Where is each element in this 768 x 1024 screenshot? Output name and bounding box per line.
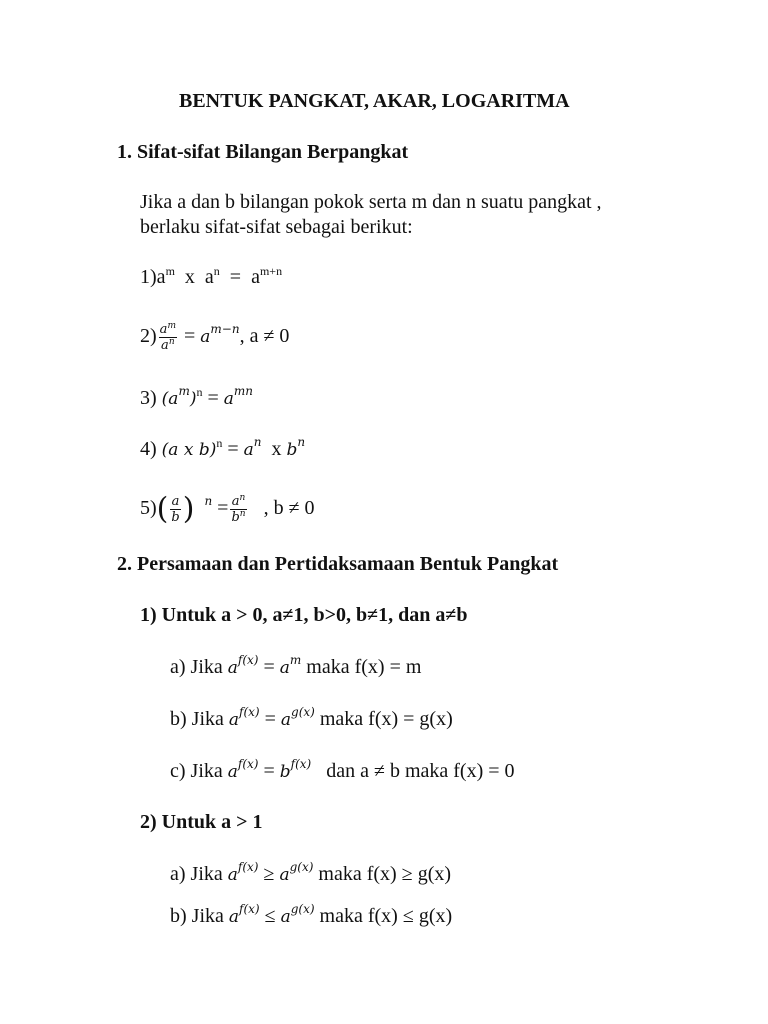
item-rhs: b — [279, 762, 291, 782]
fraction-denominator: $b^n$ — [231, 509, 246, 525]
rule-exponent: m — [165, 264, 175, 278]
item-rhs-exponent: m — [289, 653, 302, 667]
equals-sign: = — [217, 497, 229, 520]
rule-number: 2) — [140, 325, 157, 348]
item-rhs: a — [280, 907, 291, 927]
case1-item-a — [170, 655, 421, 680]
item-rhs-exponent: g(x) — [291, 705, 315, 719]
rule-1 — [140, 265, 282, 289]
rule-outer-exponent: n — [216, 436, 223, 450]
fraction — [159, 322, 177, 353]
item-rhs-exponent: f(x) — [290, 757, 312, 771]
item-prefix: a) Jika — [170, 863, 223, 885]
rule-2 — [140, 322, 289, 353]
item-rhs: a — [279, 865, 290, 885]
item-lhs: a — [227, 865, 238, 885]
item-rhs: a — [280, 710, 292, 730]
item-rhs-exponent: g(x) — [289, 860, 314, 874]
rule-outer-exponent: n — [196, 385, 203, 399]
equals-sign: = — [207, 387, 219, 409]
rule-number: 3) — [140, 387, 157, 409]
item-lhs: a — [227, 762, 238, 782]
case1-item-b — [170, 707, 453, 732]
item-operator: ≤ — [264, 905, 276, 927]
rule-outer-exponent: n — [204, 494, 213, 509]
equals-sign: = — [227, 438, 239, 460]
item-conclusion: maka f(x) ≤ g(x) — [319, 905, 453, 927]
rule-result: a — [243, 440, 254, 460]
intro-line-2: berlaku sifat-sifat sebagai berikut: — [140, 216, 413, 238]
fraction-numerator: $a^n$ — [231, 493, 246, 509]
case2-item-b — [170, 904, 452, 929]
item-lhs-exponent: f(x) — [237, 757, 259, 771]
case2-item-a — [170, 862, 451, 887]
item-operator: = — [263, 656, 275, 678]
left-paren: ( — [156, 491, 169, 527]
fraction — [230, 494, 246, 525]
rule-number: 4) — [140, 438, 157, 460]
times-sign: x — [271, 438, 282, 460]
rule-exponent: n — [253, 435, 262, 449]
item-prefix: c) Jika — [170, 760, 223, 782]
rule-number: 5) — [140, 497, 157, 520]
item-lhs-exponent: f(x) — [239, 902, 260, 916]
item-rhs: a — [279, 658, 290, 678]
item-prefix: b) Jika — [170, 708, 224, 730]
rule-exponent: n — [213, 264, 220, 278]
rule-result: b — [286, 440, 298, 460]
item-rhs-exponent: g(x) — [290, 902, 315, 916]
item-conclusion: maka f(x) = m — [306, 656, 422, 678]
rule-result: a — [223, 389, 234, 409]
rule-exponent: m−n — [210, 322, 240, 337]
item-operator: ≥ — [263, 863, 275, 885]
fraction-numerator: a — [171, 494, 180, 509]
item-conclusion: maka f(x) = g(x) — [319, 708, 453, 730]
item-conclusion: maka f(x) ≥ g(x) — [318, 863, 452, 885]
item-lhs: a — [227, 658, 238, 678]
rule-paren: ) — [189, 389, 197, 409]
item-operator: = — [263, 760, 275, 782]
right-paren: ) — [182, 491, 195, 527]
page-title: BENTUK PANGKAT, AKAR, LOGARITMA — [179, 90, 570, 112]
rule-5 — [140, 491, 315, 527]
item-lhs-exponent: f(x) — [237, 860, 259, 874]
item-conclusion: dan a ≠ b maka f(x) = 0 — [326, 760, 515, 782]
item-lhs-exponent: f(x) — [239, 705, 260, 719]
rule-lhs: (a x b) — [161, 440, 217, 460]
times-sign: x — [184, 266, 195, 288]
item-lhs-exponent: f(x) — [237, 653, 259, 667]
rule-exponent: m — [178, 384, 190, 398]
section1-heading: 1. Sifat-sifat Bilangan Berpangkat — [117, 141, 409, 163]
item-prefix: b) Jika — [170, 905, 224, 927]
case1-item-c — [170, 759, 515, 784]
item-operator: = — [264, 708, 276, 730]
fraction-denominator: b — [171, 510, 180, 525]
rule-lhs: (a — [161, 389, 179, 409]
fraction — [170, 494, 180, 525]
item-lhs: a — [228, 907, 240, 927]
rule-condition: , b ≠ 0 — [263, 497, 315, 520]
rule-base: a — [251, 266, 260, 288]
rule-exponent: mn — [233, 384, 254, 398]
rule-base: a — [156, 266, 166, 288]
rule-number: 1) — [140, 266, 157, 288]
fraction-numerator: $a^m$ — [159, 321, 176, 337]
intro-line-1: Jika a dan b bilangan pokok serta m dan n suatu pangkat , — [140, 191, 602, 213]
rule-3 — [140, 386, 253, 411]
rule-result: a — [200, 327, 211, 348]
rule-base: a — [204, 266, 214, 288]
case2-label: 2) Untuk a > 1 — [140, 811, 263, 833]
equals-sign: = — [229, 266, 242, 288]
rule-condition: , a ≠ 0 — [239, 325, 290, 348]
case1-label: 1) Untuk a > 0, a≠1, b>0, b≠1, dan a≠b — [140, 604, 468, 626]
rule-4 — [140, 437, 305, 462]
item-lhs: a — [228, 710, 240, 730]
rule-exponent: n — [297, 435, 306, 449]
item-prefix: a) Jika — [170, 656, 223, 678]
fraction-denominator: $a^n$ — [161, 337, 175, 353]
section2-heading: 2. Persamaan dan Pertidaksamaan Bentuk Pangkat — [117, 553, 559, 575]
rule-exponent: m+n — [259, 264, 283, 278]
equals-sign: = — [183, 325, 196, 348]
